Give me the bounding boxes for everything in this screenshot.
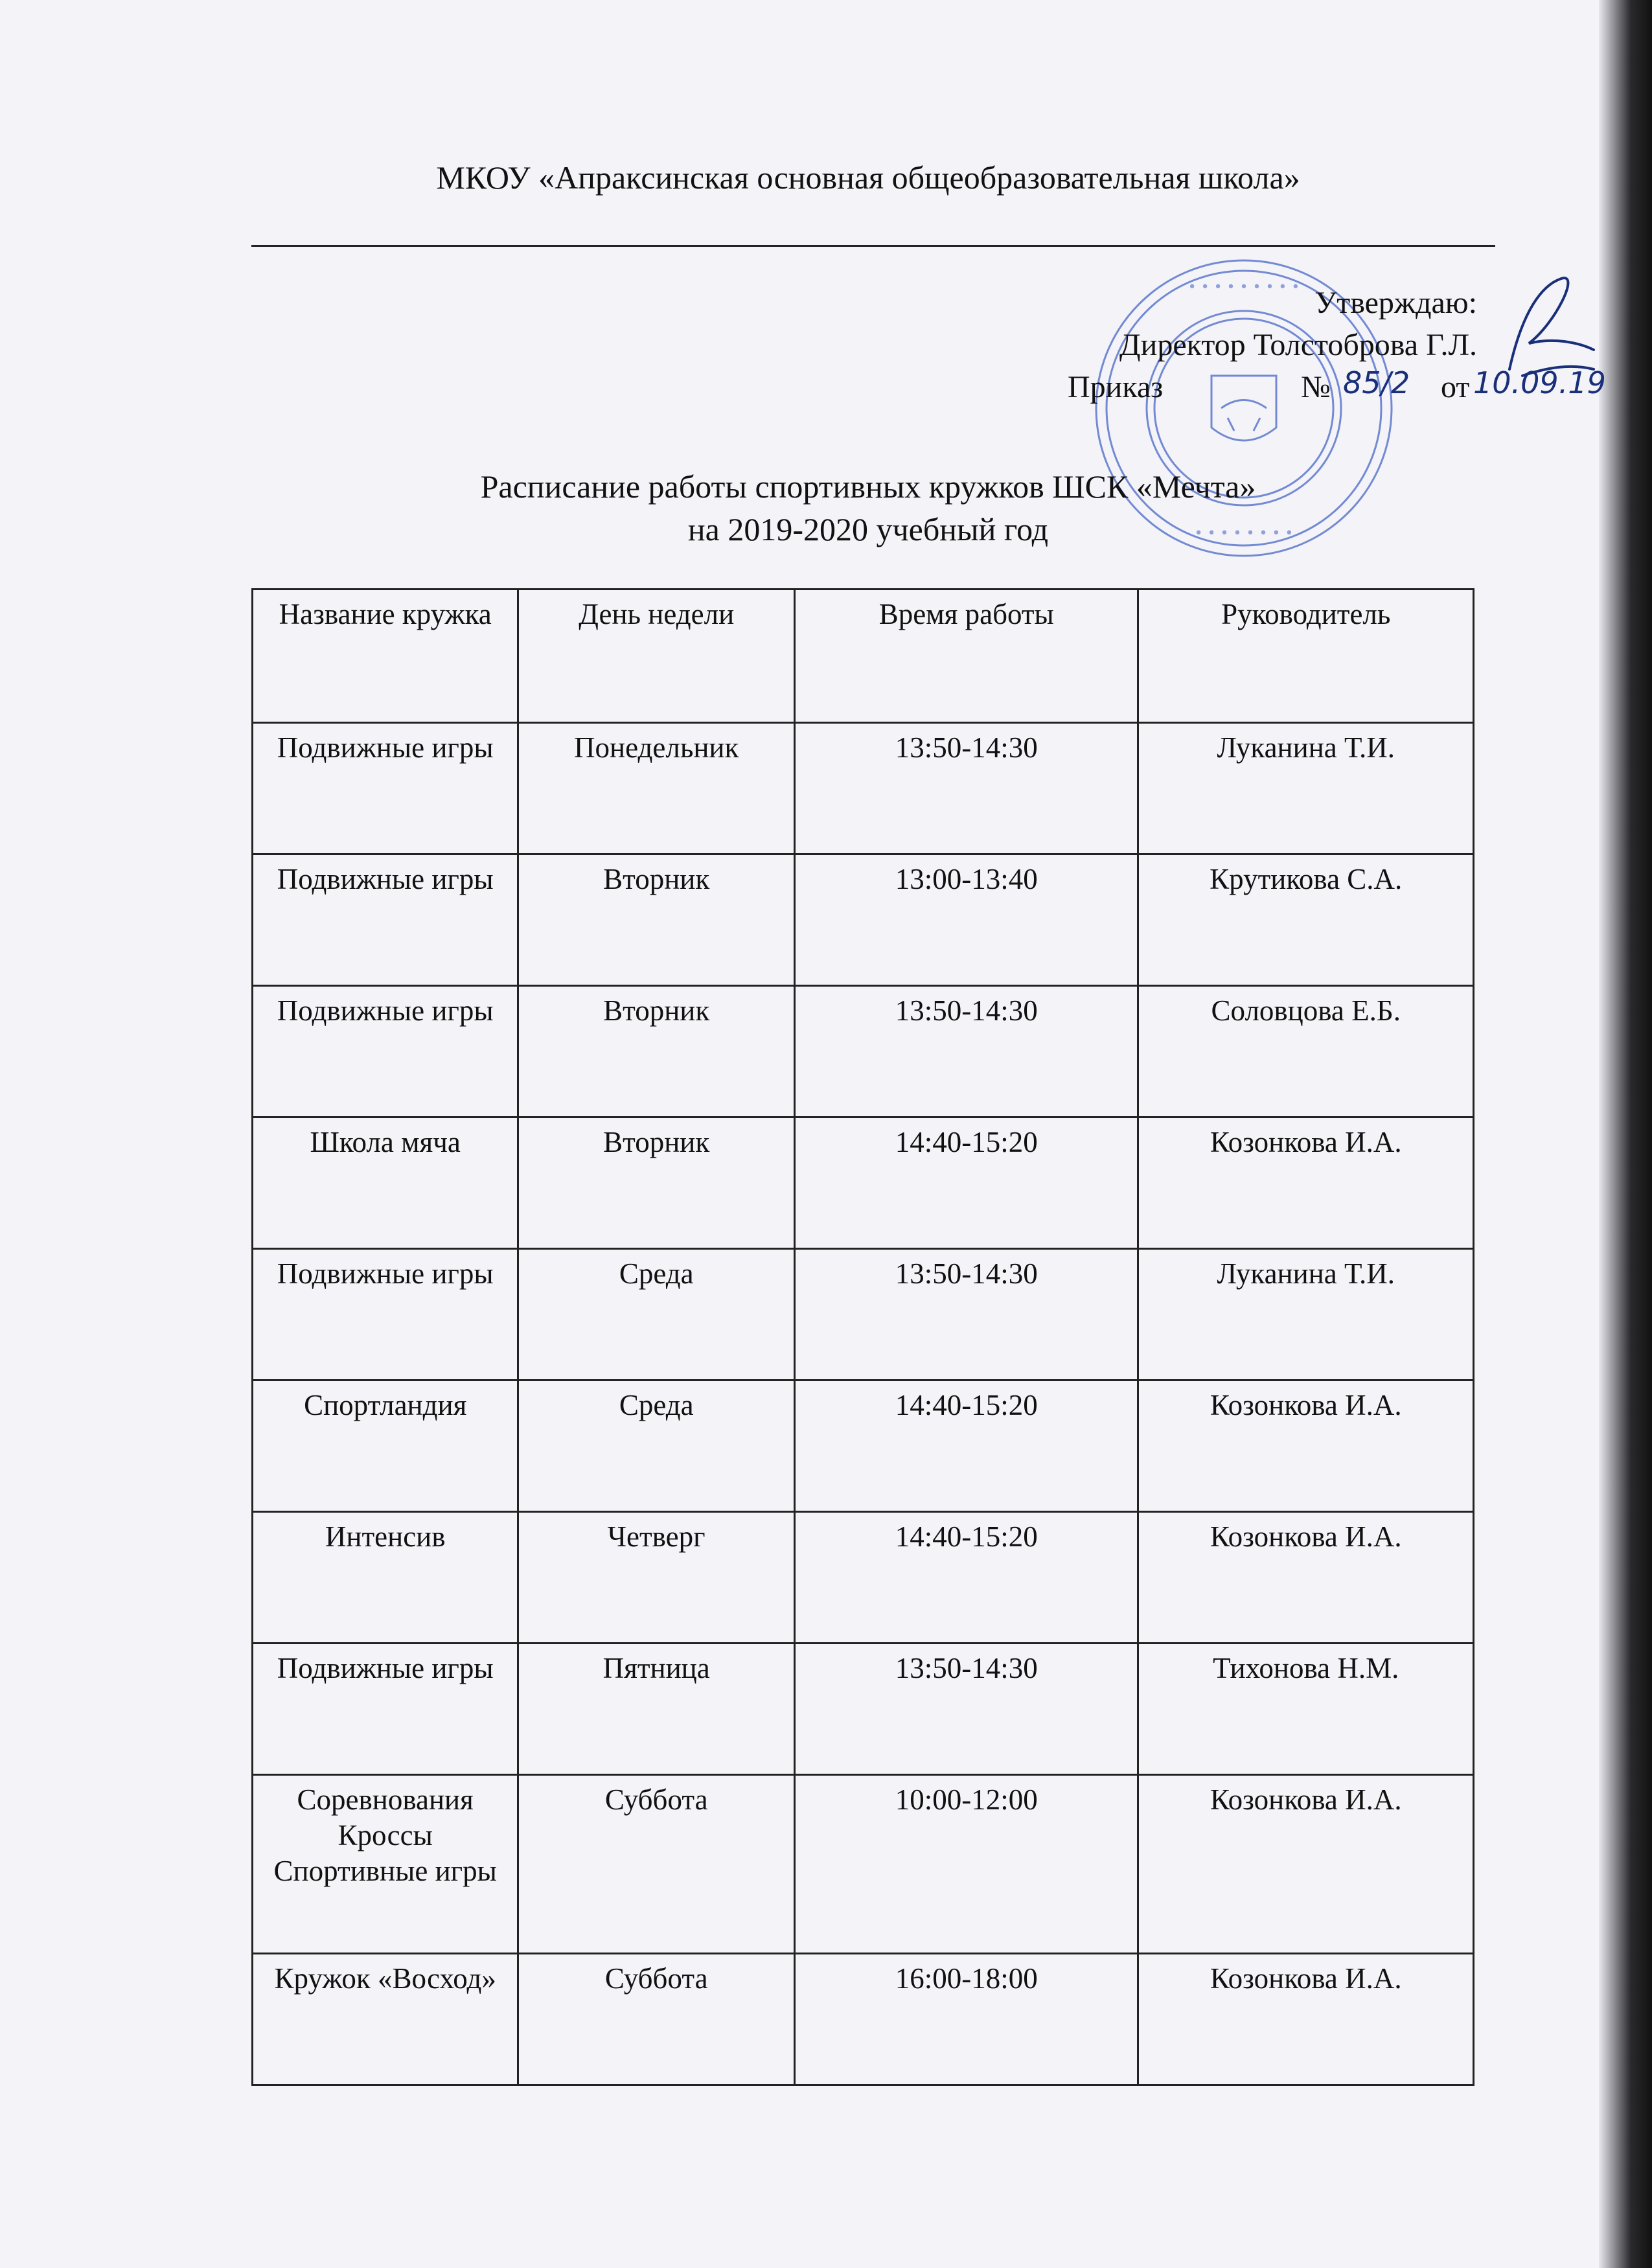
- cell-leader: Луканина Т.И.: [1138, 1249, 1474, 1380]
- header-club-name: Название кружка: [253, 590, 518, 723]
- cell-club-name: Спортландия: [253, 1380, 518, 1512]
- table-header-row: [253, 590, 1474, 723]
- table-row: [253, 1117, 1474, 1249]
- cell-leader: Козонкова И.А.: [1138, 1117, 1474, 1249]
- title-divider: [251, 245, 1495, 247]
- cell-weekday: Вторник: [518, 986, 795, 1117]
- cell-leader: Козонкова И.А.: [1138, 1954, 1474, 2085]
- schedule-title: [246, 465, 1490, 551]
- cell-club-name: Подвижные игры: [253, 1644, 518, 1775]
- cell-time: 13:50-14:30: [795, 1644, 1138, 1775]
- cell-leader: Крутикова С.А.: [1138, 854, 1474, 986]
- cell-time: 13:50-14:30: [795, 986, 1138, 1117]
- cell-time: 13:50-14:30: [795, 723, 1138, 854]
- cell-time: 13:00-13:40: [795, 854, 1138, 986]
- table-row: [253, 1954, 1474, 2085]
- header-time: Время работы: [795, 590, 1138, 723]
- cell-club-name: Подвижные игры: [253, 986, 518, 1117]
- cell-leader: Козонкова И.А.: [1138, 1380, 1474, 1512]
- header-weekday: День недели: [518, 590, 795, 723]
- cell-club-name: Кружок «Восход»: [253, 1954, 518, 2085]
- cell-leader: Козонкова И.А.: [1138, 1512, 1474, 1644]
- schedule-title-line2: на 2019-2020 учебный год: [687, 511, 1049, 547]
- cell-time: 14:40-15:20: [795, 1117, 1138, 1249]
- cell-weekday: Вторник: [518, 854, 795, 986]
- number-label: №: [1301, 370, 1331, 404]
- cell-leader: Луканина Т.И.: [1138, 723, 1474, 854]
- table-row: [253, 1775, 1474, 1954]
- approve-label: Утверждаю:: [1314, 286, 1477, 320]
- cell-weekday: Четверг: [518, 1512, 795, 1644]
- schedule-table: [251, 588, 1474, 2086]
- cell-club-name: Интенсив: [253, 1512, 518, 1644]
- cell-weekday: Среда: [518, 1380, 795, 1512]
- svg-text:• • • • • • • • •: • • • • • • • • •: [1187, 279, 1300, 295]
- table-row: [253, 1249, 1474, 1380]
- cell-club-name: Подвижные игры: [253, 1249, 518, 1380]
- cell-weekday: Суббота: [518, 1954, 795, 2085]
- cell-weekday: Среда: [518, 1249, 795, 1380]
- order-date: 10.09.19: [1473, 365, 1606, 400]
- table-row: [253, 1512, 1474, 1644]
- cell-time: 16:00-18:00: [795, 1954, 1138, 2085]
- cell-time: 14:40-15:20: [795, 1512, 1138, 1644]
- table-row: [253, 1380, 1474, 1512]
- order-label: Приказ: [1068, 370, 1164, 404]
- schedule-title-line1: Расписание работы спортивных кружков ШСК «Мечта»: [480, 468, 1256, 505]
- cell-leader: Тихонова Н.М.: [1138, 1644, 1474, 1775]
- cell-weekday: Суббота: [518, 1775, 795, 1954]
- cell-club-name: Подвижные игры: [253, 854, 518, 986]
- svg-text:• • • • • • • •: • • • • • • • •: [1194, 525, 1294, 542]
- cell-club-name: Подвижные игры: [253, 723, 518, 854]
- header-leader: Руководитель: [1138, 590, 1474, 723]
- cell-leader: Соловцова Е.Б.: [1138, 986, 1474, 1117]
- cell-weekday: Понедельник: [518, 723, 795, 854]
- table-row: [253, 854, 1474, 986]
- table-row: [253, 1644, 1474, 1775]
- table-row: [253, 723, 1474, 854]
- cell-time: 13:50-14:30: [795, 1249, 1138, 1380]
- cell-weekday: Пятница: [518, 1644, 795, 1775]
- cell-weekday: Вторник: [518, 1117, 795, 1249]
- scan-edge-shadow: [1599, 0, 1652, 2268]
- cell-club-name: Соревнования Кроссы Спортивные игры: [253, 1775, 518, 1954]
- school-name: МКОУ «Апраксинская основная общеобразовательная школа»: [436, 159, 1300, 196]
- cell-club-name: Школа мяча: [253, 1117, 518, 1249]
- table-row: [253, 986, 1474, 1117]
- director-line: Директор Толстоброва Г.Л.: [1119, 328, 1477, 362]
- order-number: 85/2: [1343, 365, 1410, 400]
- from-label: от: [1441, 370, 1470, 404]
- cell-time: 10:00-12:00: [795, 1775, 1138, 1954]
- cell-leader: Козонкова И.А.: [1138, 1775, 1474, 1954]
- cell-time: 14:40-15:20: [795, 1380, 1138, 1512]
